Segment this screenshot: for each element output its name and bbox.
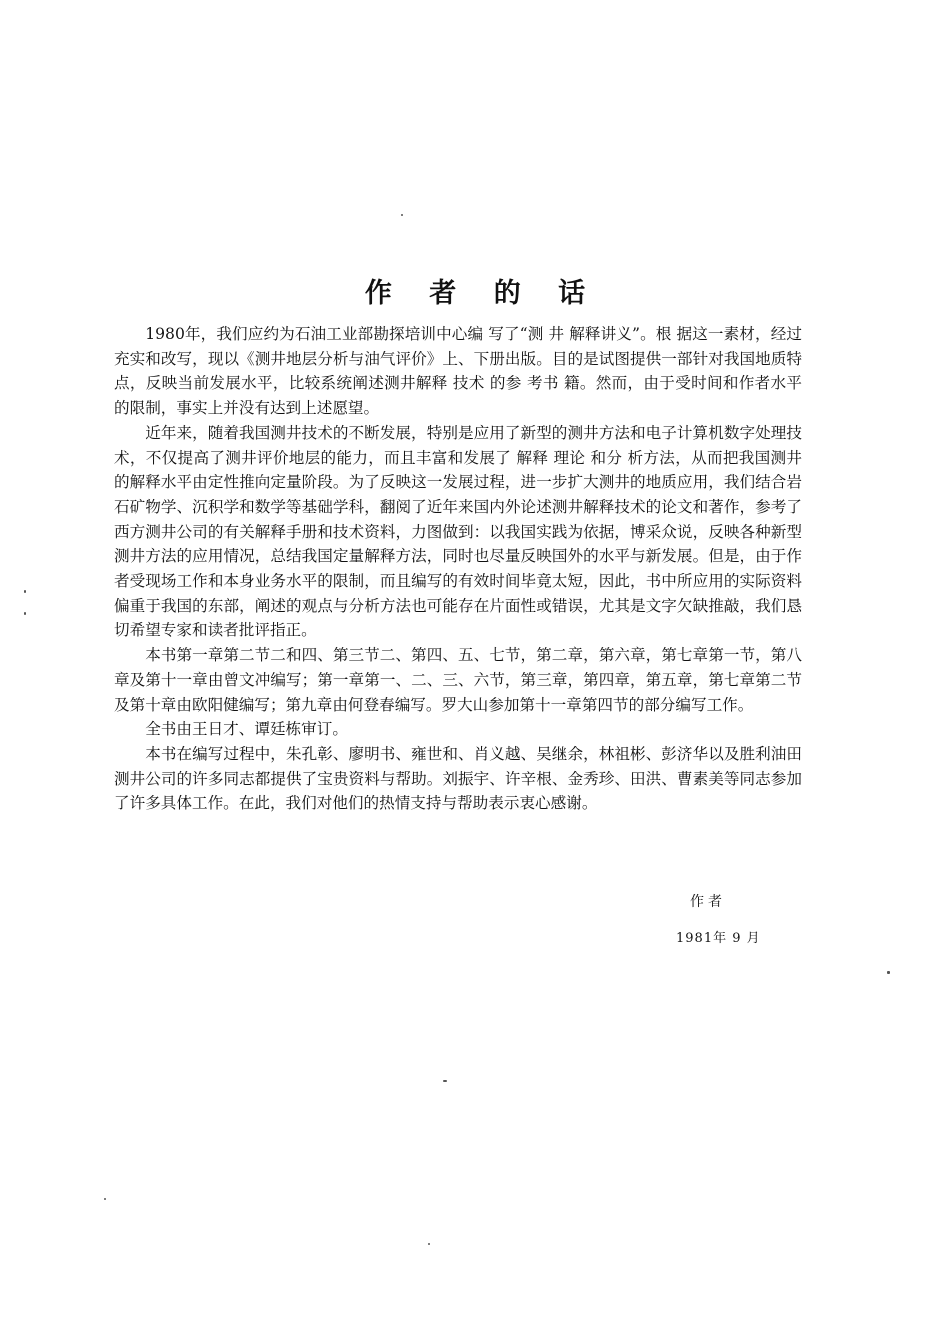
scan-speck [24,612,26,615]
scan-speck [24,590,26,593]
paragraph-4: 全书由王日才、谭廷栋审订。 [145,720,348,739]
body-text [114,322,802,816]
paragraph-5: 本书在编写过程中，朱孔彰、廖明书、雍世和、肖义越、吴继余，林祖彬、彭济华以及胜利油田测井公司的许多同志都提供了宝贵资料与帮助。刘振宇、许辛根、金秀珍、田洪、曹素美等同志参加了许多具体工作。在此，我们对他们的热情支持与帮助表示衷心感谢。 [114,744,802,813]
scan-speck [104,1198,106,1200]
date-line: 1981年 9 月 [676,931,761,946]
scan-speck [428,1243,430,1245]
author-signature: 作者 [690,894,726,910]
paragraph-2: 近年来，随着我国测井技术的不断发展，特别是应用了新型的测井方法和电子计算机数字处理技术，不仅提高了测井评价地层的能力，而且丰富和发展了 解释 理论 和分 析方法，从而把我国测井的解释水平由定性推向定量阶段。为了反映这一发展过程，进一步扩大测井的地质应用，我们结合岩石矿物学、沉积学和数学等基础学科，翻阅了近年来国内外论述测井解释技术的论文和著作，参考了西方测井公司的有关解释手册和技术资料，力图做到：以我国实践为依据，博采众说，反映各种新型测井方法的应用情况，总结我国定量解释方法，同时也尽量反映国外的水平与新发展。但是，由于作者受现场工作和本身业务水平的限制，而且编写的有效时间毕竟太短，因此，书中所应用的实际资料偏重于我国的东部，阐述的观点与分析方法也可能存在片面性或错误，尤其是文字欠缺推敲，我们恳切希望专家和读者批评指正。 [114,423,802,640]
paragraph-3: 本书第一章第二节二和四、第三节二、第四、五、七节，第二章，第六章，第七章第一节，第八章及第十一章由曾文冲编写；第一章第一、二、三、六节，第三章，第四章，第五章，第七章第二节及第十章由欧阳健编写；第九章由何登春编写。罗大山参加第十一章第四节的部分编写工作。 [114,646,802,714]
page-title: 作 者 的 话 [364,278,600,310]
scan-speck [443,1080,447,1082]
scan-speck [401,214,403,216]
paragraph-1: 1980年，我们应约为石油工业部勘探培训中心编 写了“测 井 解释讲义”。根 据这一素材，经过充实和改写，现以《测井地层分析与油气评价》上、下册出版。目的是试图提供一部针对我国地质特点，反映当前发展水平，比较系统阐述测井解释 技术 的参 考书 籍。然而，由于受时间和作者水平的限制，事实上并没有达到上述愿望。 [114,325,802,418]
scan-speck [887,971,890,974]
